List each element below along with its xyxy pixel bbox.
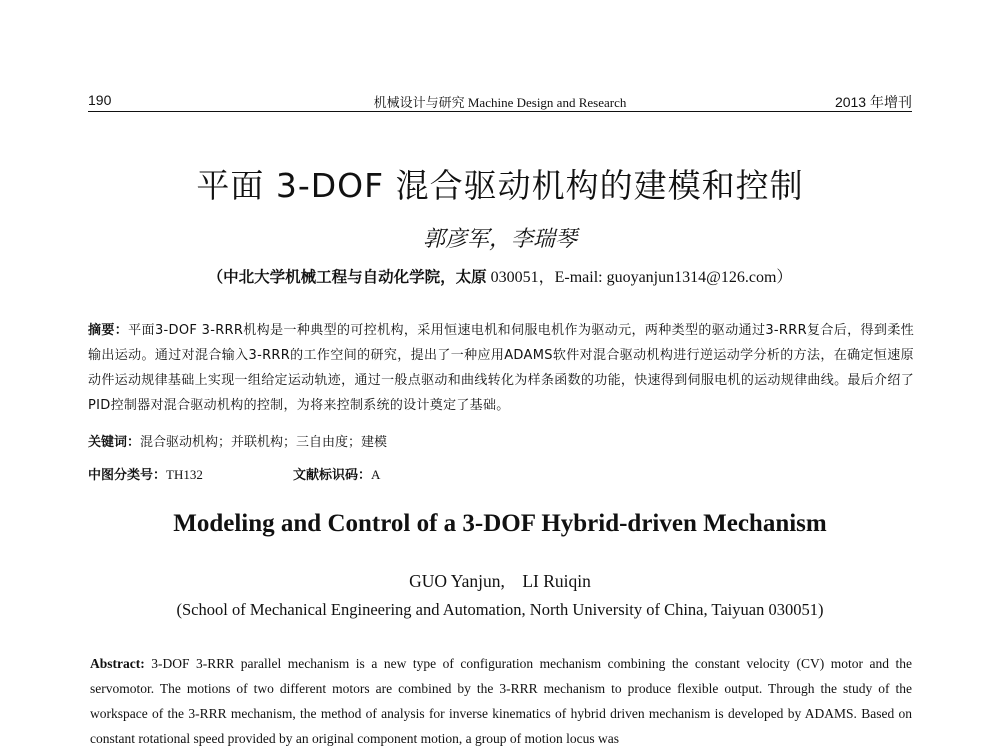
doc-label: 文献标识码： bbox=[293, 468, 372, 483]
header-rule bbox=[88, 111, 912, 112]
running-header bbox=[88, 90, 912, 112]
clc-code bbox=[88, 468, 203, 483]
document-code bbox=[293, 464, 380, 483]
abstract-chinese-label: 摘要： bbox=[88, 323, 129, 338]
clc-label: 中图分类号： bbox=[88, 468, 167, 483]
affiliation-english: (School of Mechanical Engineering and Automation, North University of China, Taiyuan 030051) bbox=[176, 600, 824, 619]
journal-name: 机械设计与研究 Machine Design and Research bbox=[373, 95, 627, 110]
affiliation-chinese-prefix: （中北大学机械工程与自动化学院，太原 bbox=[207, 268, 487, 286]
classification-line bbox=[88, 464, 914, 483]
page-number: 190 bbox=[88, 92, 112, 108]
keywords-chinese-text: 混合驱动机构；并联机构；三自由度；建模 bbox=[140, 435, 388, 450]
keywords-chinese bbox=[88, 431, 914, 450]
abstract-english bbox=[90, 651, 912, 751]
keywords-chinese-label: 关键词： bbox=[88, 435, 141, 450]
doc-value: A bbox=[371, 467, 381, 482]
authors-english: GUO Yanjun, LI Ruiqin bbox=[409, 571, 591, 591]
authors-chinese: 郭彦军，李瑞琴 bbox=[422, 227, 577, 252]
abstract-english-text: 3-DOF 3-RRR parallel mechanism is a new type of configuration mechanism combining the constant velocity (CV) motor and the servomotor. The motions of two different motors are combined by the 3-RRR mechanism to produce flexible output. Through the study of the workspace of the 3-RRR mechanism, the method of analysis for inverse kinematics of hybrid driven mechanism is developed by ADAMS. Based on constant rotational speed provided by an original component motion, a group of motion locus was bbox=[90, 656, 912, 746]
title-english: Modeling and Control of a 3-DOF Hybrid-driven Mechanism bbox=[173, 510, 827, 537]
abstract-chinese bbox=[88, 318, 914, 418]
title-chinese: 平面 3-DOF 混合驱动机构的建模和控制 bbox=[196, 166, 804, 205]
abstract-chinese-text: 平面3-DOF 3-RRR机构是一种典型的可控机构，采用恒速电机和伺服电机作为驱动元，两种类型的驱动通过3-RRR复合后，得到柔性输出运动。通过对混合输入3-RRR的工作空间的研究，提出了一种应用ADAMS软件对混合驱动机构进行逆运动学分析的方法，在确定恒速原动件运动规律基础上实现一组给定运动轨迹，通过一般点驱动和曲线转化为样条函数的功能，快速得到伺服电机的运动规律曲线。最后介绍了PID控制器对混合驱动机构的控制，为将来控制系统的设计奠定了基础。 bbox=[88, 323, 915, 413]
affiliation-chinese-rest: 030051，E-mail: guoyanjun1314@126.com） bbox=[486, 269, 793, 286]
affiliation-chinese bbox=[0, 264, 1000, 287]
issue-label: 2013 年增刊 bbox=[834, 94, 912, 110]
clc-value: TH132 bbox=[166, 467, 203, 482]
abstract-english-label: Abstract: bbox=[90, 656, 145, 671]
